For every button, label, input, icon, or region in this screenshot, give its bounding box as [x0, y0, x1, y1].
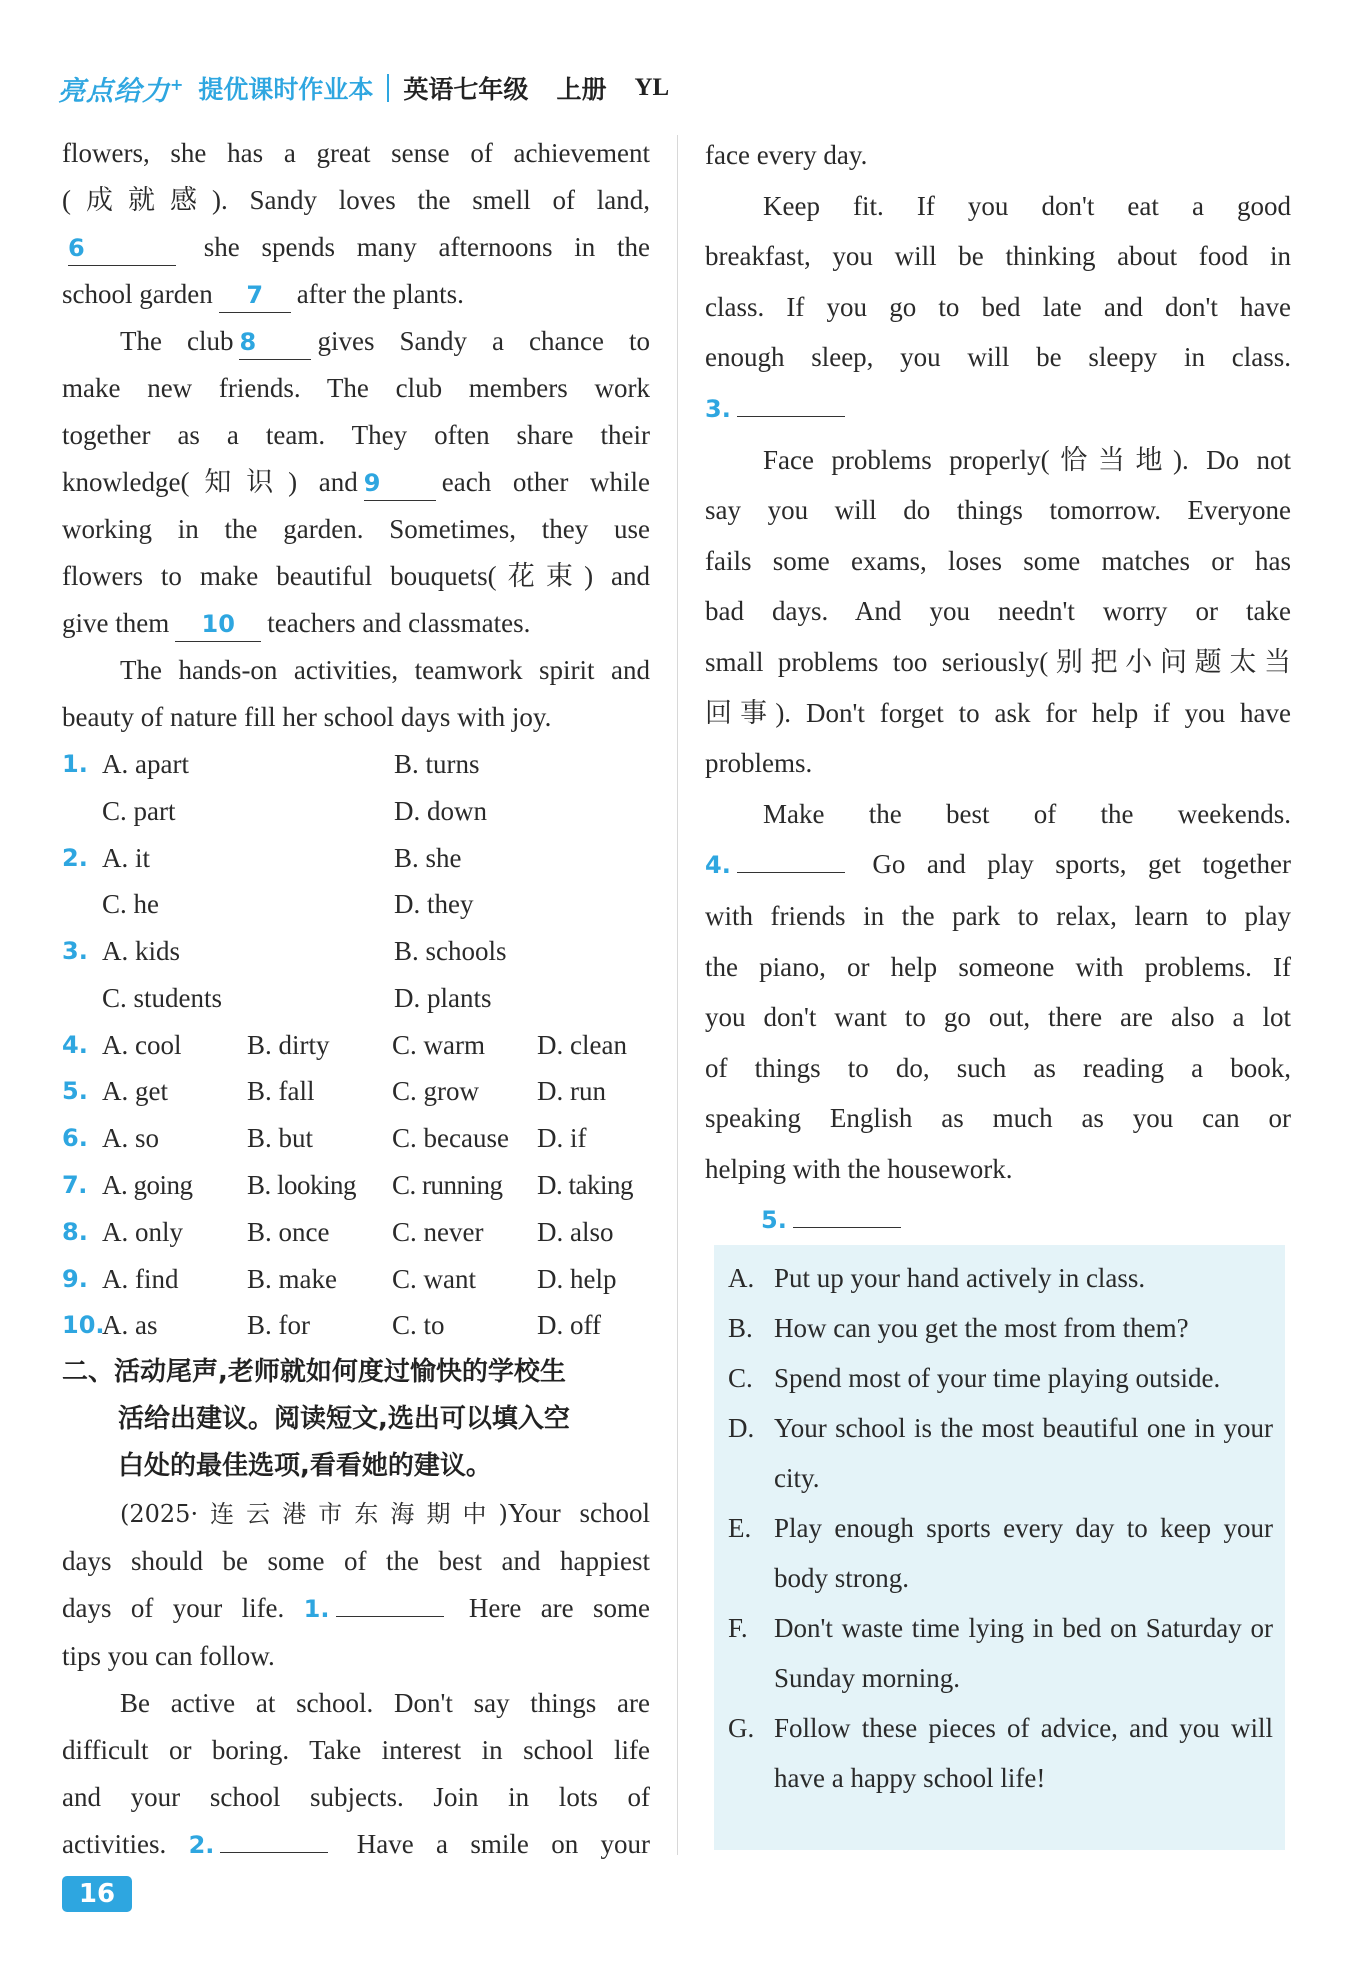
blank-10[interactable]: 10	[175, 607, 261, 642]
text-line: say you will do things tomorrow. Everyone	[705, 495, 1291, 526]
blank-2[interactable]	[220, 1852, 328, 1853]
text-line: activities. 2. Have a smile on your	[62, 1829, 651, 1860]
text-line: bad days. And you needn't worry or take	[705, 596, 1291, 627]
option-row: 8. A. only B. once C. never D. also	[62, 1216, 614, 1247]
text-line: flowers, she has a great sense of achievement	[62, 138, 650, 168]
text-line: you don't want to go out, there are also a lot	[705, 1002, 1291, 1033]
text-line: together as a team. They often share their	[62, 420, 650, 450]
option-row: 5. A. get B. fall C. grow D. run	[62, 1076, 606, 1107]
right-column	[705, 130, 1291, 1246]
text-line: The club 8 gives Sandy a chance to	[62, 318, 650, 365]
option-row: C. students D. plants	[102, 982, 492, 1013]
text-line: speaking English as much as you can or	[705, 1103, 1291, 1134]
text-line: flowers to make beautiful bouquets(花束) and	[62, 561, 650, 591]
section-title: 白处的最佳选项,看看她的建议。	[118, 1451, 492, 1482]
text-line: Be active at school. Don't say things are	[120, 1688, 650, 1719]
text-line: face every day.	[705, 140, 868, 170]
answer-options-box	[714, 1245, 1285, 1850]
section-title: 二、活动尾声,老师就如何度过愉快的学校生	[62, 1357, 566, 1388]
text-line: and your school subjects. Join in lots of	[62, 1782, 650, 1813]
blank-5[interactable]	[793, 1227, 901, 1228]
answer-option[interactable]: E. Play enough sports every day to keep your body strong.	[728, 1513, 1273, 1593]
text-line: working in the garden. Sometimes, they use	[62, 514, 650, 544]
text-line: 回事). Don't forget to ask for help if you have	[705, 697, 1291, 728]
column-divider	[677, 135, 678, 1855]
text-line: problems.	[705, 748, 813, 779]
text-line: difficult or boring. Take interest in school life	[62, 1735, 650, 1766]
text-line: 5.	[705, 1194, 1291, 1246]
left-column	[62, 130, 650, 1869]
text-line: small problems too seriously(别把小问题太当	[705, 646, 1291, 677]
option-row: 10. A. as B. for C. to D. off	[62, 1310, 601, 1341]
text-line: breakfast, you will be thinking about food in	[705, 241, 1291, 272]
volume-label: 上册	[556, 75, 607, 104]
text-line: fails some exams, loses some matches or has	[705, 545, 1291, 576]
text-line: days of your life. 1. Here are some	[62, 1593, 651, 1624]
blank-1[interactable]	[336, 1616, 444, 1617]
text-line: 4. Go and play sports, get together	[705, 849, 1291, 880]
header-separator	[387, 74, 389, 102]
text-line: knowledge(知识) and 9 each other while	[62, 459, 650, 506]
blank-4[interactable]	[737, 872, 845, 873]
option-row: C. part D. down	[102, 795, 487, 826]
answer-option[interactable]: F. Don't waste time lying in bed on Saturday or Sunday morning.	[728, 1613, 1273, 1693]
brand-logo: 亮点给力+	[58, 74, 185, 107]
answer-option[interactable]: A. Put up your hand actively in class.	[728, 1263, 1146, 1293]
text-line: enough sleep, you will be sleepy in class.	[705, 342, 1291, 373]
text-line: make new friends. The club members work	[62, 373, 650, 403]
answer-option[interactable]: B. How can you get the most from them?	[728, 1313, 1189, 1343]
section-title: 活给出建议。阅读短文,选出可以填入空	[118, 1404, 570, 1435]
text-line: with friends in the park to relax, learn to play	[705, 900, 1291, 931]
text-line: helping with the housework.	[705, 1153, 1013, 1184]
text-line: (成就感). Sandy loves the smell of land,	[62, 185, 650, 215]
option-row: 2. A. it B. she	[62, 842, 462, 873]
text-line: Make the best of the weekends.	[763, 798, 1291, 829]
page-header	[58, 66, 669, 110]
text-line: Face problems properly(恰当地). Do not	[763, 444, 1291, 475]
text-line: beauty of nature fill her school days with joy.	[62, 702, 552, 732]
answer-option[interactable]: D. Your school is the most beautiful one in your city.	[728, 1413, 1273, 1493]
blank-6[interactable]: 6	[68, 231, 176, 266]
source-note: (2025·连云港市东海期中)	[120, 1500, 508, 1529]
text-line: The hands-on activities, teamwork spirit and	[120, 655, 650, 685]
blank-3[interactable]	[737, 416, 845, 417]
text-line: 6 she spends many afternoons in the	[62, 224, 650, 271]
text-line: school garden 7 after the plants.	[62, 271, 650, 318]
option-row: 9. A. find B. make C. want D. help	[62, 1263, 617, 1294]
blank-9[interactable]: 9	[364, 466, 436, 501]
option-row: 4. A. cool B. dirty C. warm D. clean	[62, 1029, 627, 1060]
answer-option[interactable]: G. Follow these pieces of advice, and you will have a happy school life!	[728, 1713, 1273, 1793]
series-title: 提优课时作业本	[198, 75, 374, 104]
option-row: 3. A. kids B. schools	[62, 936, 507, 967]
blank-8[interactable]: 8	[239, 325, 311, 360]
text-line: Keep fit. If you don't eat a good	[763, 190, 1291, 221]
page-number: 16	[62, 1876, 132, 1912]
subject-title: 英语七年级	[403, 75, 529, 104]
blank-7[interactable]: 7	[219, 278, 291, 313]
option-row: 1. A. apart B. turns	[62, 748, 480, 779]
text-line: days should be some of the best and happiest	[62, 1546, 650, 1577]
text-line: the piano, or help someone with problems. If	[705, 951, 1291, 982]
text-line: tips you can follow.	[62, 1641, 275, 1672]
text-line: class. If you go to bed late and don't have	[705, 291, 1291, 322]
text-line: give them 10 teachers and classmates.	[62, 600, 650, 647]
option-row: 7. A. going B. looking C. running D. taking	[62, 1170, 633, 1201]
option-row: C. he D. they	[102, 889, 474, 920]
options-list	[62, 741, 650, 1349]
text-line: of things to do, such as reading a book,	[705, 1052, 1291, 1083]
answer-option[interactable]: C. Spend most of your time playing outside.	[728, 1363, 1221, 1393]
edition-label: YL	[634, 74, 670, 101]
text-line: (2025·连云港市东海期中)Your school	[120, 1498, 651, 1529]
text-line: 3.	[705, 383, 1291, 435]
option-row: 6. A. so B. but C. because D. if	[62, 1123, 587, 1154]
